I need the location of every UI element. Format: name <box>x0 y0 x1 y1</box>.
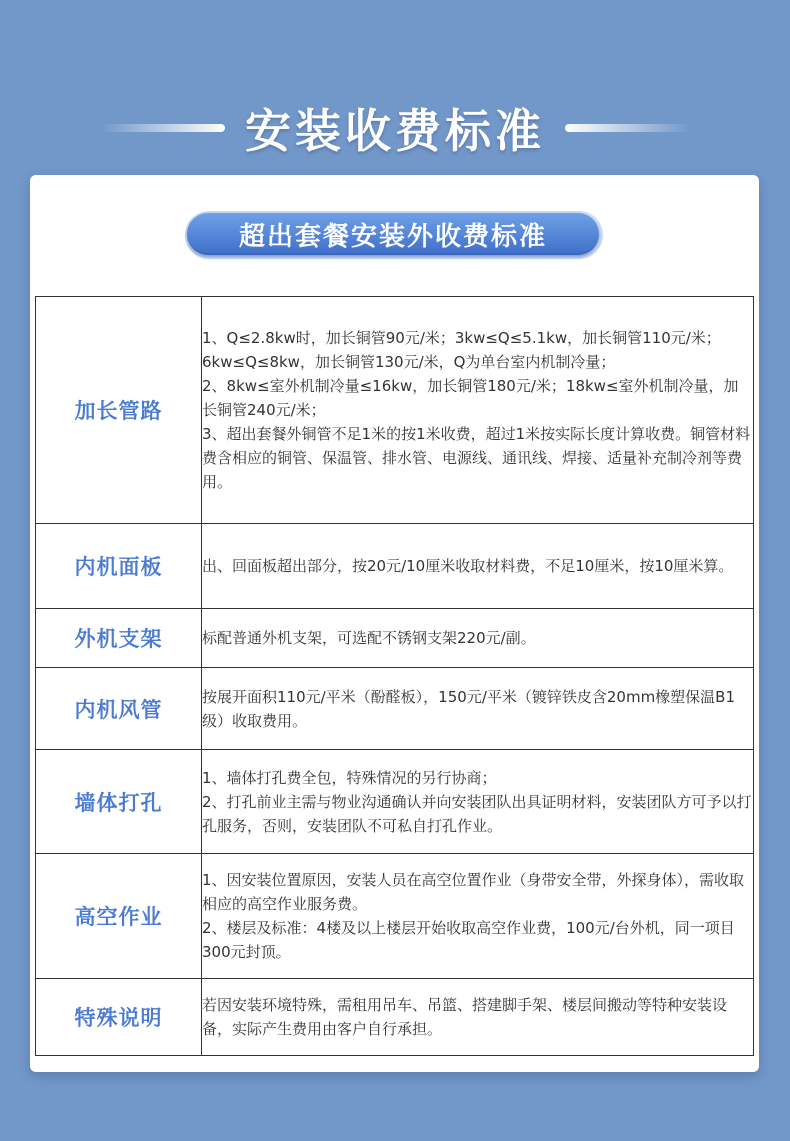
row-description: 若因安装环境特殊，需租用吊车、吊篮、搭建脚手架、楼层间搬动等特种安装设备，实际产生费用由客户自行承担。 <box>202 979 754 1056</box>
row-description: 标配普通外机支架，可选配不锈钢支架220元/副。 <box>202 609 754 668</box>
table-row-high-altitude <box>36 854 754 979</box>
row-label: 外机支架 <box>36 609 202 668</box>
banner-divider-left <box>100 124 225 132</box>
page-title: 安装收费标准 <box>245 104 545 158</box>
row-label: 高空作业 <box>36 854 202 979</box>
fee-card <box>30 175 759 1072</box>
section-title: 超出套餐安装外收费标准 <box>238 221 547 252</box>
table-row-special-notes <box>36 979 754 1056</box>
table-row-indoor-panel <box>36 524 754 609</box>
row-description: 出、回面板超出部分，按20元/10厘米收取材料费，不足10厘米，按10厘米算。 <box>202 524 754 609</box>
section-title-pill <box>187 213 599 255</box>
row-description: 1、Q≤2.8kw时，加长铜管90元/米；3kw≤Q≤5.1kw，加长铜管110元/米；6kw≤Q≤8kw，加长铜管130元/米，Q为单台室内机制冷量； 2、8kw≤室外机制冷量≤16kw，加长铜管180元/米；18kw≤室外机制冷量，加长铜管240元/米； 3、超出套餐外铜管不足1米的按1米收费，超过1米按实际长度计算收费。铜管材料费含相应的铜管、保温管、排水管、电源线、通讯线、焊接、适量补充制冷剂等费用。 <box>202 297 754 524</box>
row-label: 内机面板 <box>36 524 202 609</box>
row-label: 特殊说明 <box>36 979 202 1056</box>
row-label: 墙体打孔 <box>36 750 202 854</box>
table-row-pipe-extension <box>36 297 754 524</box>
banner-divider-right <box>565 124 690 132</box>
fee-table <box>35 296 754 1056</box>
row-description: 按展开面积110元/平米（酚醛板），150元/平米（镀锌铁皮含20mm橡塑保温B1级）收取费用。 <box>202 668 754 750</box>
row-description: 1、因安装位置原因，安装人员在高空位置作业（身带安全带，外探身体），需收取相应的高空作业服务费。 2、楼层及标准：4楼及以上楼层开始收取高空作业费，100元/台外机，同一项目300元封顶。 <box>202 854 754 979</box>
row-label: 内机风管 <box>36 668 202 750</box>
row-description: 1、墙体打孔费全包，特殊情况的另行协商； 2、打孔前业主需与物业沟通确认并向安装团队出具证明材料，安装团队方可予以打孔服务，否则，安装团队不可私自打孔作业。 <box>202 750 754 854</box>
table-row-wall-drilling <box>36 750 754 854</box>
table-row-outdoor-bracket <box>36 609 754 668</box>
table-row-indoor-duct <box>36 668 754 750</box>
page-banner <box>0 88 790 168</box>
row-label: 加长管路 <box>36 297 202 524</box>
